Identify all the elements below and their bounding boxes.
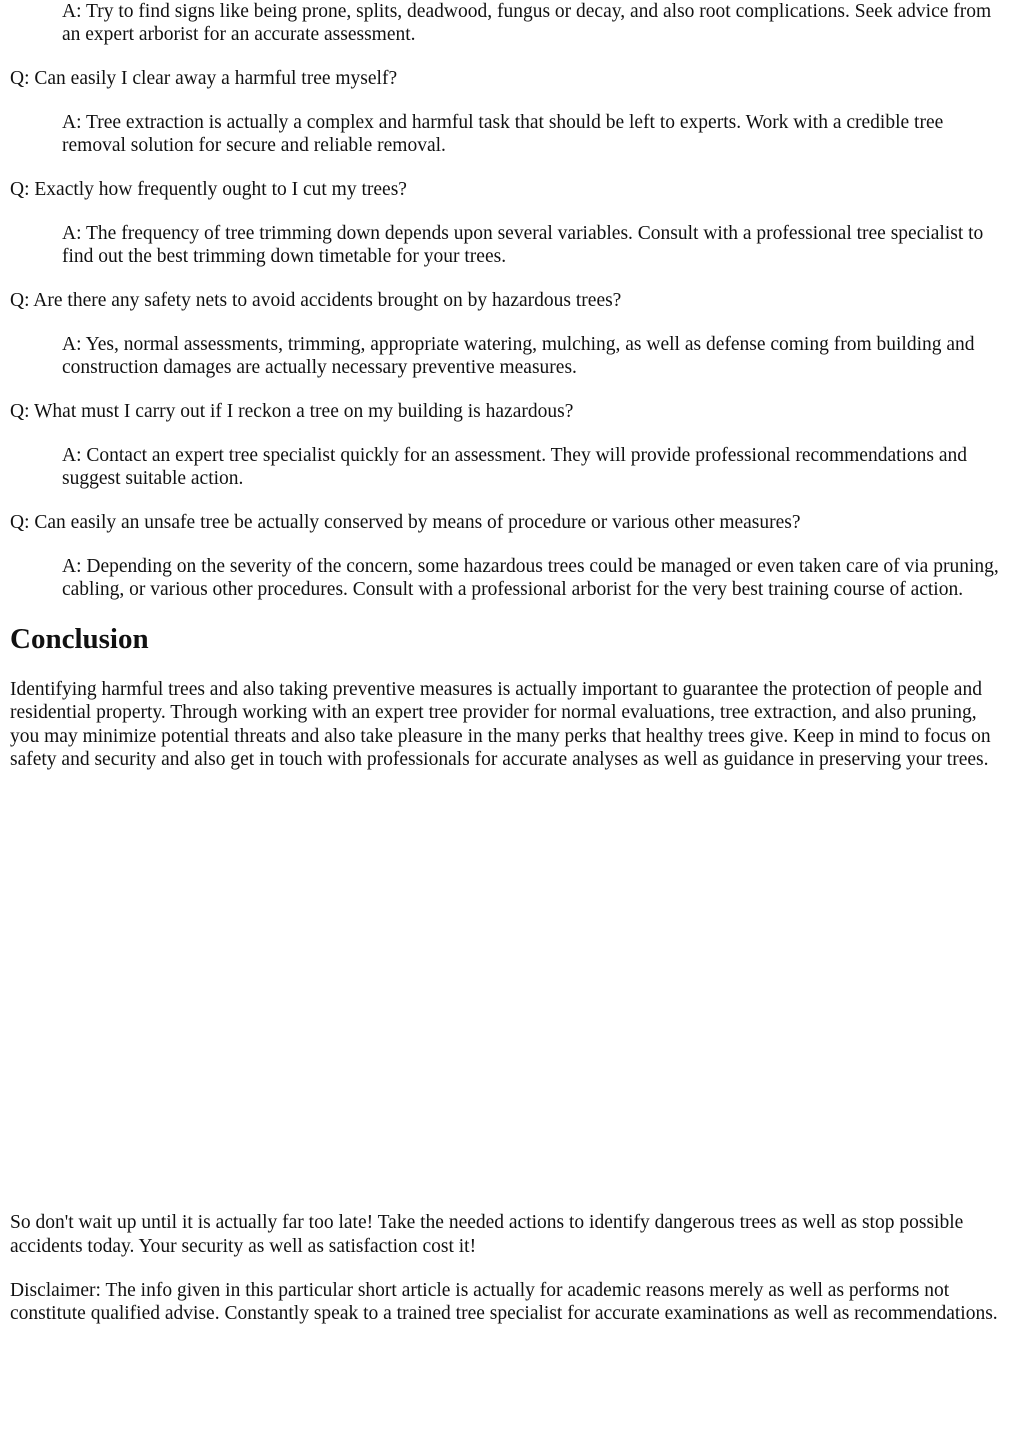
faq-question-5: Q: What must I carry out if I reckon a tree on my building is hazardous? bbox=[10, 401, 574, 423]
call-to-action-paragraph: So don't wait up until it is actually far too late! Take the needed actions to identify dangerous trees as well as stop possible accidents today. Your security as well as satisfaction cost it! bbox=[10, 1212, 964, 1257]
faq-question-4: Q: Are there any safety nets to avoid accidents brought on by hazardous trees? bbox=[10, 290, 622, 312]
faq-answer-6: A: Depending on the severity of the concern, some hazardous trees could be managed or even taken care of via pruning, cabling, or various other procedures. Consult with a professional arborist for the very best training course of action. bbox=[62, 556, 999, 601]
faq-answer-4: A: Yes, normal assessments, trimming, appropriate watering, mulching, as well as defense coming from building and construction damages are actually necessary preventive measures. bbox=[62, 334, 975, 379]
faq-answer-3: A: The frequency of tree trimming down depends upon several variables. Consult with a professional tree specialist to find out the best trimming down timetable for your trees. bbox=[62, 223, 984, 268]
faq-answer-2: A: Tree extraction is actually a complex and harmful task that should be left to experts. Work with a credible tree removal solution for secure and reliable removal. bbox=[62, 112, 944, 157]
conclusion-heading: Conclusion bbox=[10, 622, 149, 655]
faq-question-2: Q: Can easily I clear away a harmful tree myself? bbox=[10, 68, 398, 90]
conclusion-paragraph: Identifying harmful trees and also taking preventive measures is actually important to guarantee the protection of people and residential property. Through working with an expert tree provider for normal evaluations, tree extraction, and also pruning, you may minimize potential threats and also take pleasure in the many perks that healthy trees give. Keep in mind to focus on safety and security and also get in touch with professionals for accurate analyses as well as guidance in preserving your trees. bbox=[10, 678, 991, 771]
faq-answer-5: A: Contact an expert tree specialist quickly for an assessment. They will provide professional recommendations and suggest suitable action. bbox=[62, 445, 968, 490]
disclaimer-paragraph: Disclaimer: The info given in this particular short article is actually for academic reasons merely as well as performs not constitute qualified advise. Constantly speak to a trained tree specialist for accurate examinations as well as recommendations. bbox=[10, 1279, 998, 1325]
article-body bbox=[10, 0, 1010, 1325]
faq-question-3: Q: Exactly how frequently ought to I cut my trees? bbox=[10, 179, 407, 201]
faq-question-6: Q: Can easily an unsafe tree be actually conserved by means of procedure or various other measures? bbox=[10, 512, 801, 534]
faq-answer-1: A: Try to find signs like being prone, splits, deadwood, fungus or decay, and also root complications. Seek advice from an expert arborist for an accurate assessment. bbox=[62, 1, 992, 46]
blank-space bbox=[10, 771, 1010, 1211]
